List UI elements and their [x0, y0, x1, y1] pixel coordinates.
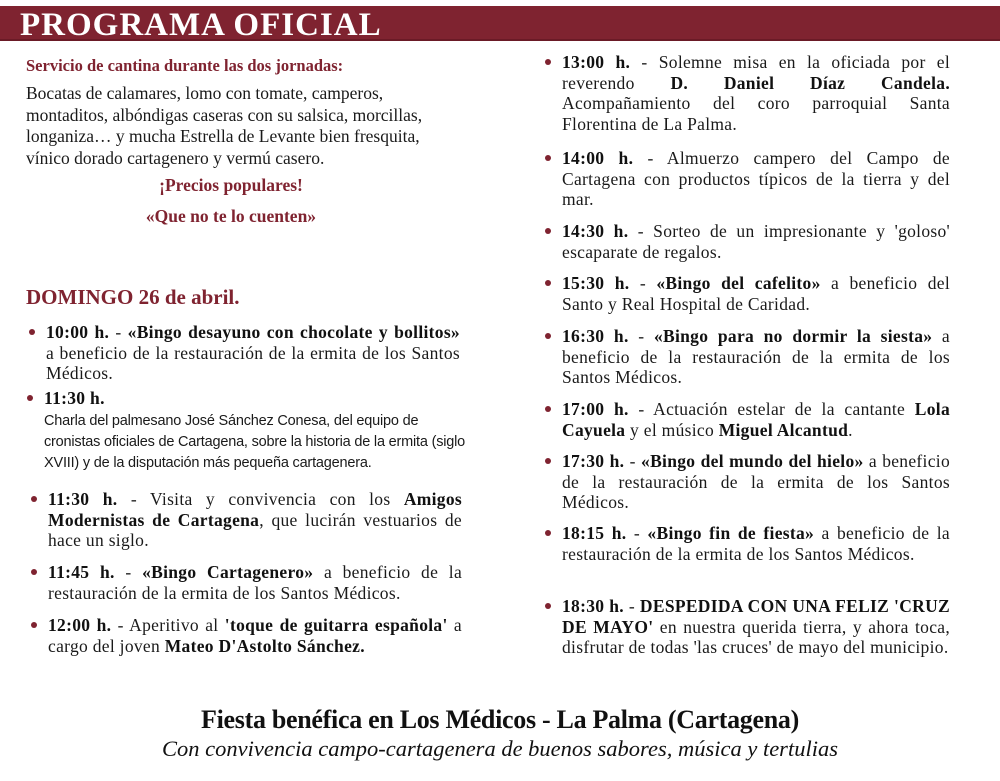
event-item: [542, 399, 950, 440]
event-highlight: «Bingo para no dormir la siesta»: [653, 326, 933, 346]
event-sep: -: [623, 596, 640, 616]
event-text: Sorteo de un impresionante y 'goloso' escaparate de regalos.: [562, 221, 950, 262]
event-sep: -: [626, 523, 648, 543]
event-highlight: Lola Cayuela: [562, 399, 951, 440]
event-highlight: Miguel Alcantud: [718, 419, 849, 440]
canteen-section: [26, 55, 466, 228]
event-text: Actuación estelar de la cantante: [653, 399, 915, 419]
slogan-tagline: «Que no te lo cuenten»: [145, 206, 317, 226]
canteen-heading: Servicio de cantina durante las dos jornadas:: [26, 56, 344, 75]
event-time: 11:30 h.: [44, 388, 105, 408]
footer-title: Fiesta benéfica en Los Médicos - La Palma (Cartagena): [201, 705, 799, 734]
event-text: a beneficio de la restauración de la ermita de los Santos Médicos.: [48, 562, 463, 603]
event-item: [28, 615, 462, 656]
event-item: [28, 562, 462, 603]
event-text: Visita y convivencia con los: [150, 489, 404, 509]
bullet-icon: [31, 622, 37, 628]
slogan-prices: ¡Precios populares!: [159, 175, 303, 195]
bullet-icon: [545, 59, 551, 65]
event-sep: -: [628, 221, 654, 241]
event-highlight: «Bingo Cartagenero»: [142, 562, 314, 582]
bullet-icon: [545, 603, 551, 609]
event-text: a cargo del joven: [48, 615, 463, 656]
event-item: [24, 388, 474, 474]
event-text: a beneficio de la restauración de la ermita de los Santos Médicos.: [562, 451, 950, 512]
event-text: y el músico: [625, 419, 719, 440]
event-time: 14:30 h.: [562, 221, 629, 241]
event-highlight: «Bingo fin de fiesta»: [647, 523, 815, 543]
event-text: Charla del palmesano José Sánchez Conesa, del equipo de cronistas oficiales de Cartagena, sobre la historia de la ermita (siglo XVIII) y de la disputación más pequeña cartagenera.: [44, 412, 466, 471]
event-highlight: DESPEDIDA CON UNA FELIZ 'CRUZ DE MAYO': [562, 596, 950, 637]
event-time: 14:00 h.: [562, 148, 634, 168]
event-item: [542, 221, 950, 262]
event-sep: -: [109, 322, 128, 342]
event-time: 17:30 h.: [562, 451, 625, 471]
event-time: 17:00 h.: [562, 399, 629, 419]
event-text: a beneficio de la restauración de la ermita de los Santos Médicos.: [562, 523, 950, 564]
event-text: .: [848, 419, 853, 440]
event-time: 10:00 h.: [46, 322, 110, 342]
bullet-icon: [545, 530, 551, 536]
event-text: a beneficio de la restauración de la ermita de los Santos Médicos.: [562, 326, 951, 387]
event-time: 18:15 h.: [562, 523, 627, 543]
event-highlight: Mateo D'Astolto Sánchez.: [164, 635, 365, 656]
event-highlight: «Bingo del mundo del hielo»: [641, 451, 864, 471]
bullet-icon: [545, 280, 551, 286]
event-sep: -: [633, 148, 667, 168]
event-item: [28, 489, 462, 551]
event-time: 18:30 h.: [562, 596, 624, 616]
event-highlight: Amigos Modernistas de Cartagena: [48, 489, 463, 530]
bullet-icon: [27, 395, 33, 401]
event-text: Solemne misa en la oficiada por el reverendo: [562, 52, 950, 93]
event-text: , que lucirán vestuarios de hace un siglo.: [48, 509, 462, 550]
event-item: [26, 322, 460, 384]
bullet-icon: [31, 496, 37, 502]
event-text: a beneficio del Santo y Real Hospital de Caridad.: [562, 273, 950, 314]
canteen-body: Bocatas de calamares, lomo con tomate, camperos, montaditos, albóndigas caseras con su salsica, morcillas, longaniza… y mucha Estrella de Levante bien fresquita, vínico dorado cartagenero y vermú casero.: [26, 83, 423, 168]
event-highlight: 'toque de guitarra española': [224, 615, 448, 635]
event-text: Aperitivo al: [129, 615, 225, 635]
event-time: 12:00 h.: [48, 615, 112, 635]
bullet-icon: [545, 228, 551, 234]
bullet-icon: [29, 329, 35, 335]
bullet-icon: [545, 458, 551, 464]
bullet-icon: [545, 333, 551, 339]
bullet-icon: [545, 406, 551, 412]
event-item: [542, 596, 950, 658]
footer-subtitle: Con convivencia campo-cartagenera de buenos sabores, música y tertulias: [162, 736, 838, 761]
event-sep: -: [629, 273, 657, 293]
event-highlight: «Bingo del cafelito»: [656, 273, 821, 293]
event-text: en nuestra querida tierra, y ahora toca, disfrutar de todas 'las cruces' de mayo del municipio.: [562, 616, 950, 657]
event-item: [542, 523, 950, 564]
event-time: 13:00 h.: [562, 52, 631, 72]
event-item: [542, 148, 950, 210]
bullet-icon: [545, 155, 551, 161]
event-highlight: D. Daniel Díaz Candela.: [670, 72, 950, 93]
event-text: Acompañamiento del coro parroquial Santa Florentina de La Palma.: [562, 93, 950, 134]
event-sep: -: [111, 615, 130, 635]
event-text: Almuerzo campero del Campo de Cartagena con productos típicos de la tierra y del mar.: [562, 148, 950, 209]
event-time: 11:45 h.: [48, 562, 115, 582]
page-title: PROGRAMA OFICIAL: [20, 7, 382, 43]
day-heading: DOMINGO 26 de abril.: [26, 285, 240, 309]
event-text: a beneficio de la restauración de la ermita de los Santos Médicos.: [46, 342, 460, 383]
event-sep: -: [114, 562, 143, 582]
event-time: 16:30 h.: [562, 326, 629, 346]
event-sep: -: [624, 451, 642, 471]
header-bar: [0, 6, 1000, 41]
event-time: 11:30 h.: [48, 489, 118, 509]
event-sep: -: [628, 399, 654, 419]
event-sep: -: [117, 489, 151, 509]
event-item: [542, 52, 950, 134]
event-highlight: «Bingo desayuno con chocolate y bollitos»: [127, 322, 460, 342]
event-item: [542, 326, 950, 388]
event-item: [542, 273, 950, 314]
bullet-icon: [31, 569, 37, 575]
event-item: [542, 451, 950, 513]
event-sep: -: [630, 52, 659, 72]
event-time: 15:30 h.: [562, 273, 630, 293]
event-sep: -: [628, 326, 654, 346]
